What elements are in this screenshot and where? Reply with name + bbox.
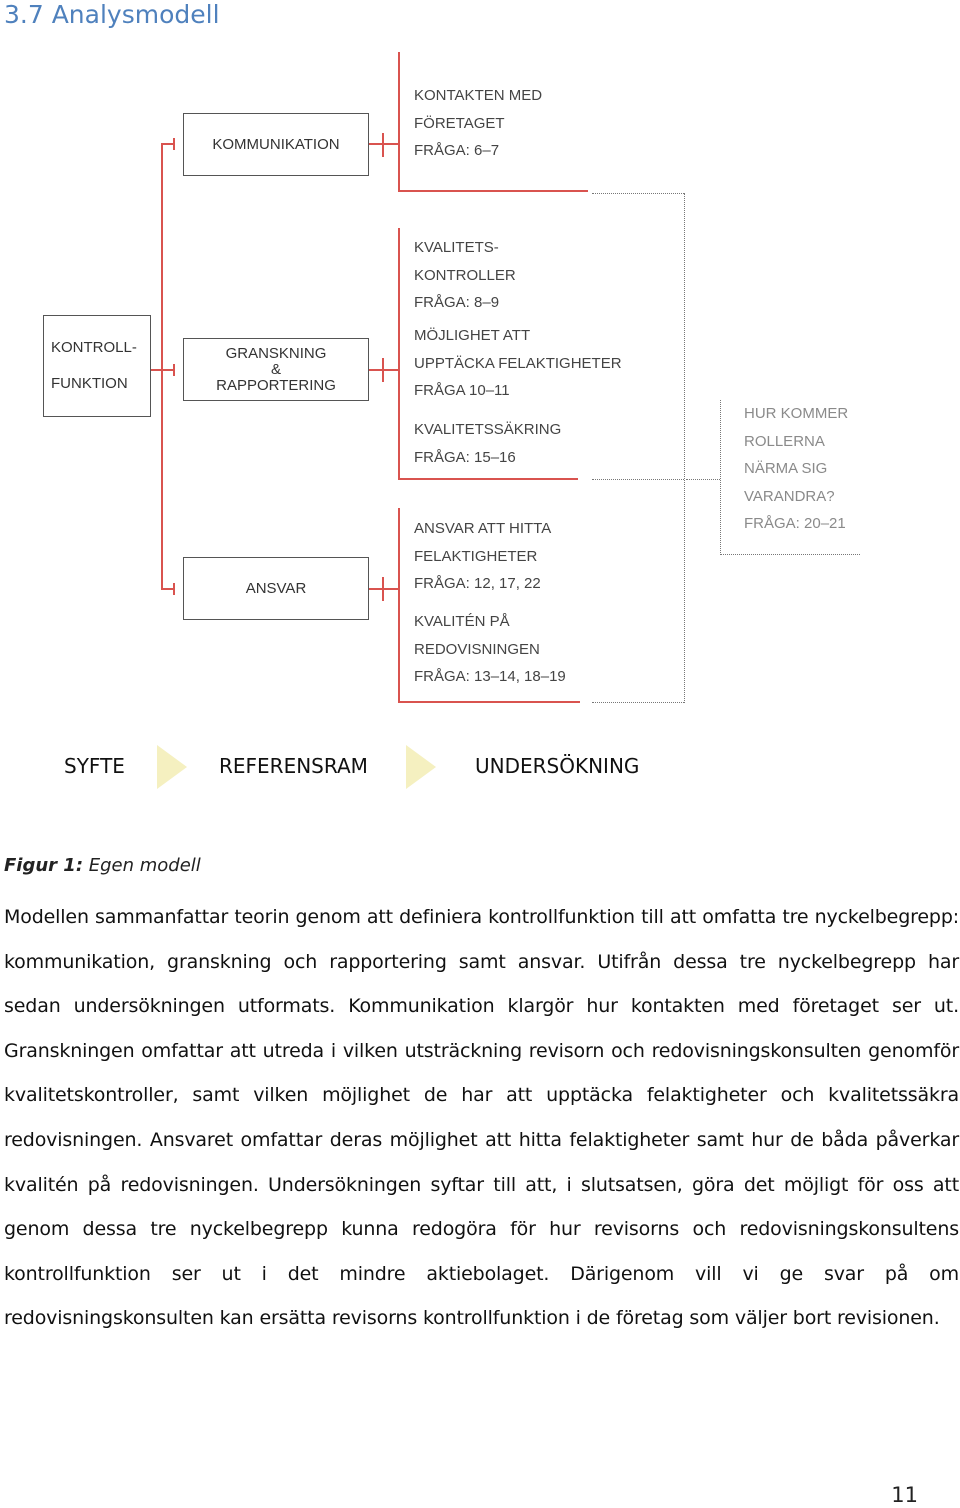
text-line: REDOVISNINGEN — [414, 640, 540, 658]
dotted-connector — [686, 479, 720, 480]
text-line: FÖRETAGET — [414, 114, 505, 132]
bracket-granskning — [398, 228, 400, 480]
connector-line — [173, 138, 175, 150]
analysis-model-diagram — [0, 0, 960, 720]
box-label: KOMMUNIKATION — [212, 135, 340, 153]
text-line: ROLLERNA — [744, 432, 825, 450]
dotted-connector — [592, 702, 684, 703]
text-line: FRÅGA: 12, 17, 22 — [414, 575, 541, 592]
box-label: GRANSKNING — [225, 344, 327, 362]
flow-syfte: SYFTE — [64, 754, 125, 778]
bracket-kommunikation — [398, 52, 400, 192]
connector-line — [382, 358, 384, 382]
text-line: KVALITÉN PÅ — [414, 613, 510, 630]
connector-line — [173, 583, 175, 595]
caption-text: Egen modell — [83, 855, 201, 876]
section-heading: 3.7 Analysmodell — [4, 0, 220, 29]
flow-arrow-icon — [157, 745, 187, 789]
bracket-ansvar — [398, 508, 400, 703]
ansvar-hitta-text — [414, 515, 551, 598]
connector-line — [398, 701, 580, 703]
box-label: RAPPORTERING — [216, 376, 336, 394]
text-line: FELAKTIGHETER — [414, 547, 538, 565]
connector-line — [398, 478, 578, 480]
text-line: FRÅGA: 15–16 — [414, 448, 516, 466]
connector-line — [161, 143, 163, 589]
box-label: FUNKTION — [51, 375, 128, 392]
text-line: VARANDRA? — [744, 487, 835, 505]
kontrollfunktion-box — [43, 315, 151, 417]
connector-line — [368, 369, 400, 371]
granskning-box — [183, 338, 369, 401]
page-number: 11 — [891, 1483, 918, 1507]
text-line: FRÅGA: 6–7 — [414, 142, 500, 159]
kvaliten-text — [414, 608, 566, 691]
flow-undersokning: UNDERSÖKNING — [475, 754, 640, 778]
connector-line — [382, 577, 384, 601]
text-line: KVALITETSSÄKRING — [414, 421, 562, 438]
flow-referensram: REFERENSRAM — [219, 754, 368, 778]
text-line: FRÅGA: 20–21 — [744, 515, 846, 532]
kommunikation-box — [183, 113, 369, 176]
mojlighet-text — [414, 322, 622, 405]
kontakten-text — [414, 82, 542, 165]
text-line: KONTROLLER — [414, 266, 516, 284]
box-label: KONTROLL- — [51, 339, 137, 356]
text-line: UPPTÄCKA FELAKTIGHETER — [414, 354, 622, 372]
dotted-connector — [720, 400, 721, 555]
rollerna-text — [744, 400, 848, 538]
dotted-connector — [720, 554, 860, 555]
connector-line — [382, 133, 384, 157]
box-label: & — [270, 360, 281, 378]
connector-line — [173, 364, 175, 376]
text-line: FRÅGA 10–11 — [414, 382, 510, 399]
text-line: NÄRMA SIG — [744, 460, 828, 477]
text-line: ANSVAR ATT HITTA — [414, 520, 552, 537]
text-line: FRÅGA: 8–9 — [414, 294, 500, 311]
connector-line — [368, 143, 400, 145]
kvalitetskontroller-text — [414, 234, 516, 317]
figure-caption — [4, 855, 201, 876]
dotted-connector — [592, 193, 684, 194]
text-line: FRÅGA: 13–14, 18–19 — [414, 668, 566, 685]
box-label: ANSVAR — [245, 579, 307, 597]
kvalitetssakring-text — [414, 416, 561, 471]
connector-line — [368, 588, 400, 590]
flow-arrow-icon — [406, 745, 436, 789]
ansvar-box — [183, 557, 369, 620]
text-line: HUR KOMMER — [744, 405, 849, 422]
dotted-connector — [592, 479, 684, 480]
connector-line — [398, 190, 588, 192]
text-line: KONTAKTEN MED — [414, 87, 543, 104]
text-line: MÖJLIGHET ATT — [414, 327, 531, 344]
dotted-connector — [684, 193, 685, 703]
caption-label: Figur 1: — [4, 855, 84, 876]
body-paragraph: Modellen sammanfattar teorin genom att definiera kontrollfunktion till att omfatta tre nyckelbegrepp: kommunikation, granskning och rapportering samt ansvar. Utifrån dessa tre nyckelbegrepp har sedan undersökningen utformats. Kommunikation klargör hur kontakten med företaget ser ut. Granskningen omfattar att utreda i vilken utsträckning revisorn och redovisningskonsulten genomför kvalitetskontroller, samt vilken möjlighet de har att upptäcka felaktigheter och kvalitetssäkra redovisningen. Ansvaret omfattar deras möjlighet att hitta felaktigheter samt hur de båda påverkar kvalitén på redovisningen. Undersökningen syftar till att, i slutsatsen, göra det möjligt för oss att genom dessa tre nyckelbegrepp kunna redogöra för hur revisorns och redovisningskonsultens kontrollfunktion ser ut i det mindre aktiebolaget. Därigenom vill vi ge svar på om redovisningskonsulten kan ersätta revisorns kontrollfunktion i de företag som väljer bort revisionen. — [4, 906, 959, 1330]
text-line: KVALITETS- — [414, 239, 499, 256]
